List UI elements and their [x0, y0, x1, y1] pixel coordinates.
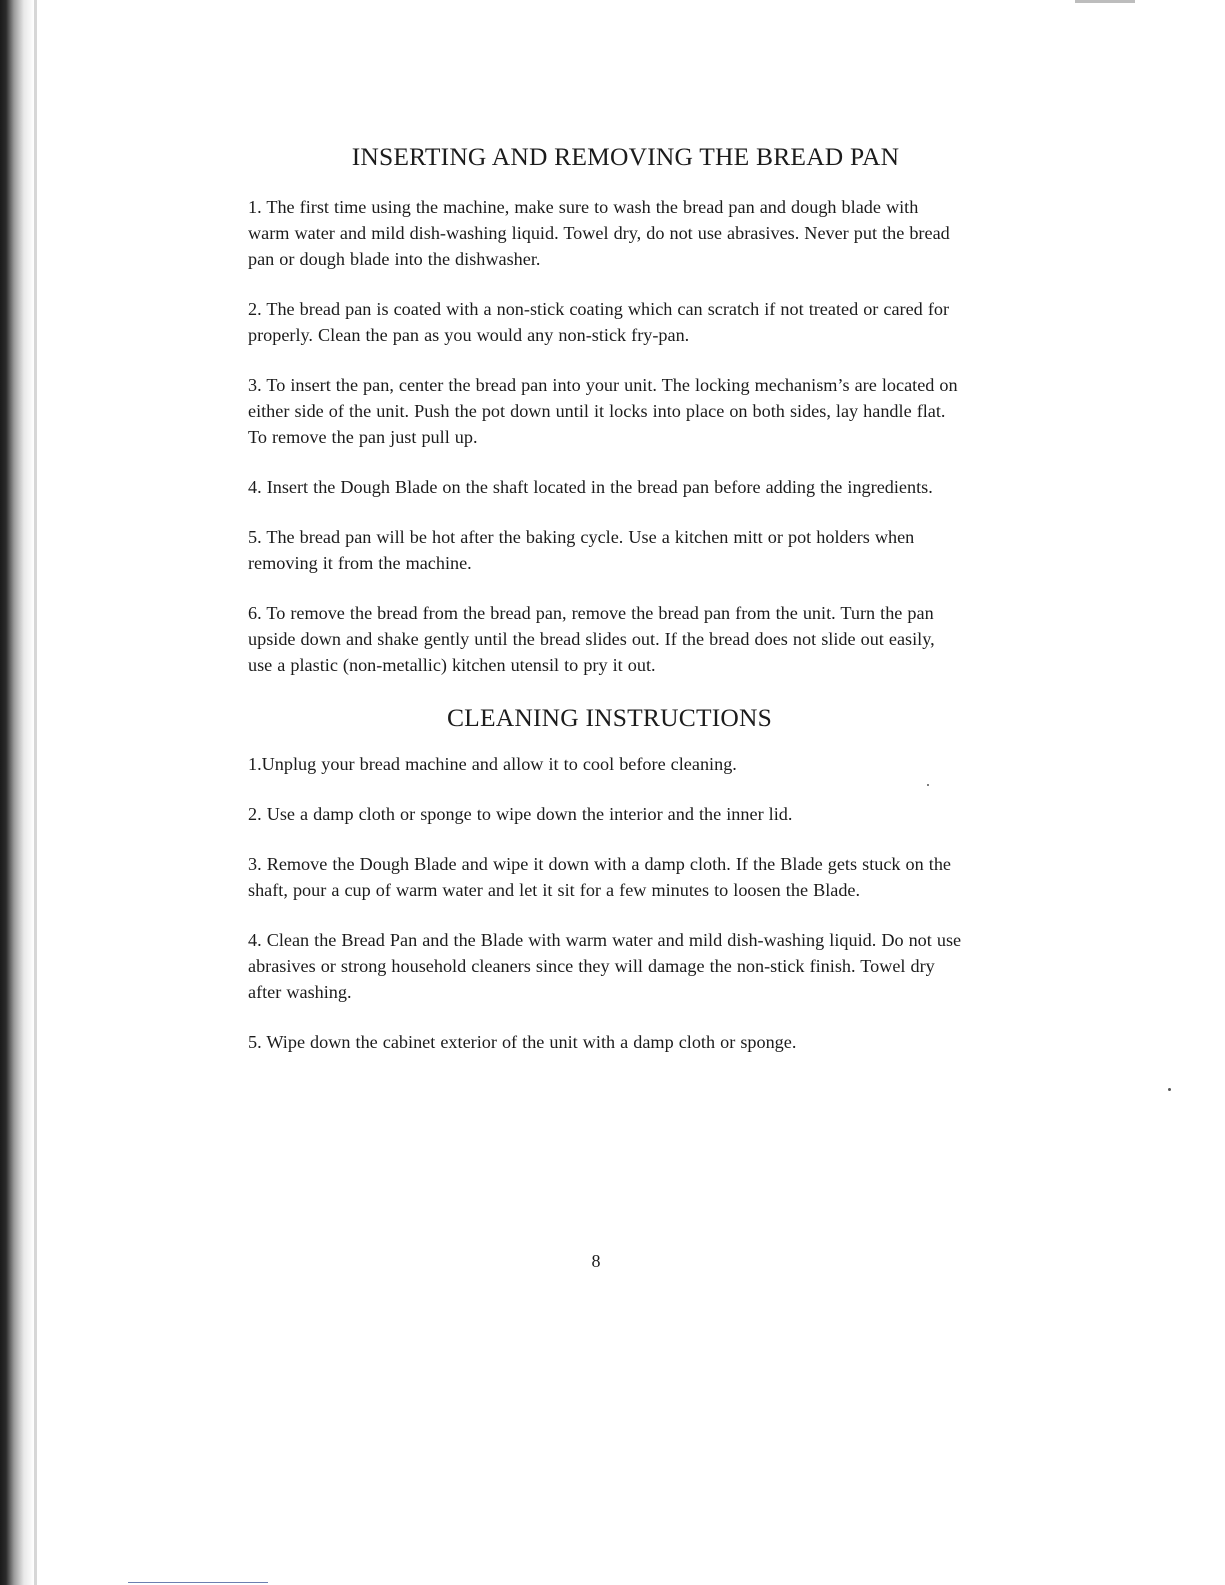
paragraph-6: 6. To remove the bread from the bread pan, remove the bread pan from the unit. Turn the pan upside down and shake gently until the bread slides out. If the bread does not slide out easily, use a plastic (non-metallic) kitchen utensil to pry it out. [248, 603, 935, 675]
cleaning-step-2: 2. Use a damp cloth or sponge to wipe down the interior and the inner lid. [248, 804, 793, 824]
scan-artifact-top [1075, 0, 1135, 3]
document-page [248, 140, 963, 1079]
paragraph-3: 3. To insert the pan, center the bread pan into your unit. The locking mechanism’s are located on either side of the unit. Push the pot down until it locks into place on both sides, lay handle flat. To remove the pan just pull up. [248, 375, 958, 447]
cleaning-step-5: 5. Wipe down the cabinet exterior of the unit with a damp cloth or sponge. [248, 1032, 797, 1052]
section-heading-bread-pan: INSERTING AND REMOVING THE BREAD PAN [351, 142, 900, 171]
scan-edge-shadow [34, 0, 37, 1585]
scan-binding-edge [0, 0, 34, 1585]
section-heading-cleaning: CLEANING INSTRUCTIONS [446, 703, 773, 732]
page-number: 8 [591, 1251, 601, 1271]
scan-artifact-bottom [128, 1582, 268, 1583]
scan-speck [1168, 1088, 1171, 1091]
paragraph-5: 5. The bread pan will be hot after the baking cycle. Use a kitchen mitt or pot holders when removing it from the machine. [248, 527, 915, 573]
cleaning-step-3: 3. Remove the Dough Blade and wipe it down with a damp cloth. If the Blade gets stuck on the shaft, pour a cup of warm water and let it sit for a few minutes to loosen the Blade. [248, 854, 952, 900]
cleaning-step-1: 1.Unplug your bread machine and allow it to cool before cleaning. [248, 754, 737, 774]
paragraph-1: 1. The first time using the machine, make sure to wash the bread pan and dough blade with warm water and mild dish-washing liquid. Towel dry, do not use abrasives. Never put the bread pan or dough blade into the dishwasher. [248, 197, 950, 269]
paragraph-4: 4. Insert the Dough Blade on the shaft located in the bread pan before adding the ingredients. [248, 477, 933, 497]
cleaning-step-4: 4. Clean the Bread Pan and the Blade with warm water and mild dish-washing liquid. Do not use abrasives or strong household cleaners since they will damage the non-stick finish. Towel dry after washing. [248, 930, 962, 1002]
paragraph-2: 2. The bread pan is coated with a non-stick coating which can scratch if not treated or cared for properly. Clean the pan as you would any non-stick fry-pan. [248, 299, 950, 345]
